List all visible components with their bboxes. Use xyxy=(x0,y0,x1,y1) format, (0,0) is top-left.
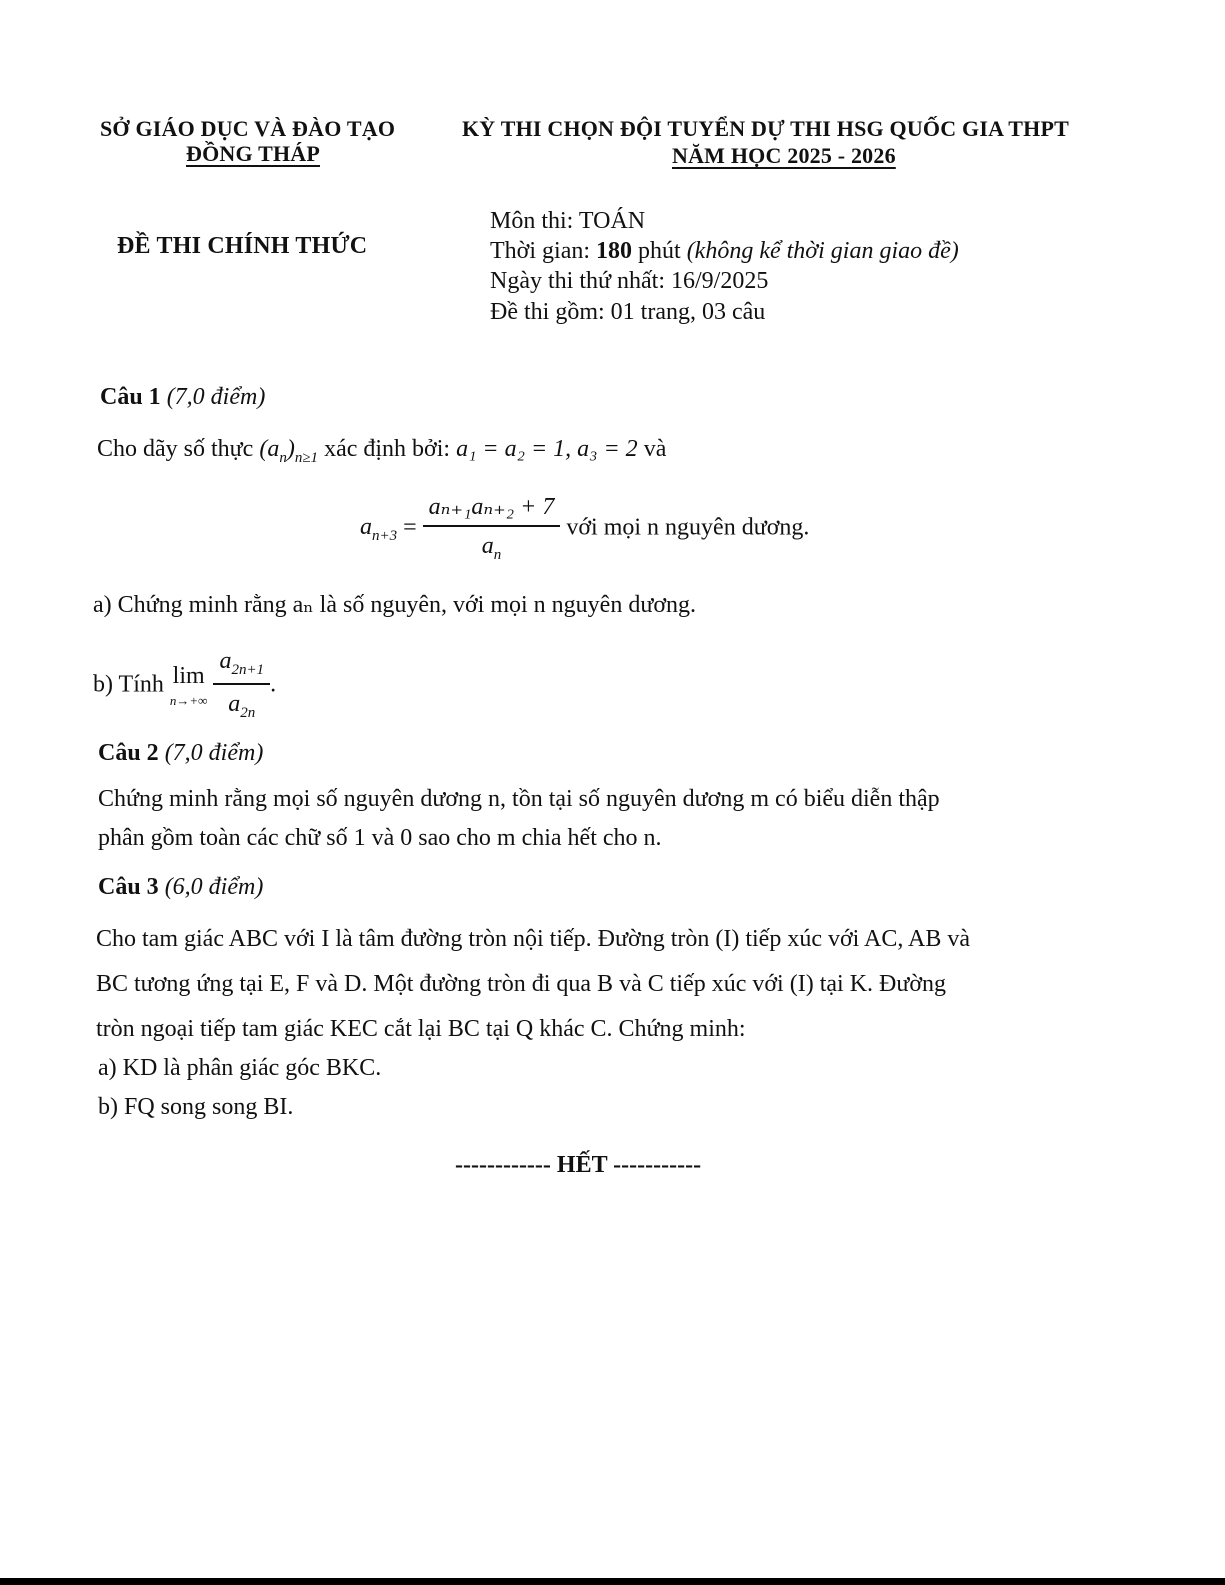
initial-values: a₁ = a₂ = 1, a₃ = 2 xyxy=(456,436,638,462)
limit-fraction xyxy=(213,648,270,722)
q1-part-a: a) Chứng minh rằng aₙ là số nguyên, với mọi n nguyên dương. xyxy=(93,592,697,618)
q1-intro-and: và xyxy=(643,436,667,462)
limit-denominator-base: a xyxy=(228,691,241,717)
limit-numerator-index: 2n+1 xyxy=(231,662,265,678)
q3-part-b: b) FQ song song BI. xyxy=(98,1094,294,1120)
school-year: NĂM HỌC 2025 - 2026 xyxy=(672,143,896,168)
q1-intro-text: Cho dãy số thực xyxy=(97,436,254,462)
exam-title: KỲ THI CHỌN ĐỘI TUYỂN DỰ THI HSG QUỐC GIA THPT xyxy=(462,116,1069,141)
q3-heading xyxy=(98,874,263,901)
q2-line-1: Chứng minh rằng mọi số nguyên dương n, tồn tại số nguyên dương m có biểu diễn thập xyxy=(98,786,940,812)
time-line xyxy=(490,238,959,265)
recurrence-condition: với mọi n nguyên dương. xyxy=(566,514,810,541)
q1-part-b xyxy=(93,648,276,722)
end-marker: ------------ HẾT ----------- xyxy=(455,1152,702,1178)
q1-part-b-prefix: b) Tính xyxy=(93,671,164,698)
time-note: (không kể thời gian giao đề) xyxy=(686,238,959,264)
subject-line: Môn thi: TOÁN xyxy=(490,208,646,234)
q2-title: Câu 2 xyxy=(98,740,159,766)
recurrence-lhs xyxy=(360,513,398,544)
q3-line-1: Cho tam giác ABC với I là tâm đường tròn nội tiếp. Đường tròn (I) tiếp xúc với AC, AB và xyxy=(96,926,971,952)
period: . xyxy=(270,671,277,698)
q1-intro-defined: xác định bởi: xyxy=(324,436,451,462)
time-unit: phút xyxy=(632,238,687,264)
q3-points: (6,0 điểm) xyxy=(164,874,264,900)
recurrence-lhs-index: n+3 xyxy=(372,527,398,544)
sequence-symbol: $(a_n)_{n\ge 1}$ xyxy=(259,436,319,466)
q1-points: (7,0 điểm) xyxy=(166,384,266,410)
department-name: SỞ GIÁO DỤC VÀ ĐÀO TẠO xyxy=(100,116,396,141)
q1-intro xyxy=(97,436,666,467)
limit-denominator-index: 2n xyxy=(240,705,256,721)
q3-part-a: a) KD là phân giác góc BKC. xyxy=(98,1055,382,1081)
time-value: 180 xyxy=(596,238,633,264)
equals-sign: = xyxy=(403,514,417,541)
bottom-border xyxy=(0,1578,1225,1585)
recurrence-fraction xyxy=(423,492,561,564)
province-name: ĐỒNG THÁP xyxy=(186,141,321,166)
limit-operator xyxy=(170,664,208,707)
official-exam-label: ĐỀ THI CHÍNH THỨC xyxy=(117,233,368,259)
q1-heading xyxy=(100,384,265,411)
q2-line-2: phân gồm toàn các chữ số 1 và 0 sao cho m chia hết cho n. xyxy=(98,825,662,851)
limit-denominator xyxy=(213,685,270,722)
limit-subscript: n→+∞ xyxy=(169,692,208,708)
q2-points: (7,0 điểm) xyxy=(164,740,264,766)
q3-line-3: tròn ngoại tiếp tam giác KEC cắt lại BC tại Q khác C. Chứng minh: xyxy=(96,1016,746,1042)
q3-title: Câu 3 xyxy=(98,874,159,900)
page-count: Đề thi gồm: 01 trang, 03 câu xyxy=(490,299,766,325)
recurrence-denominator-base: a xyxy=(481,533,494,559)
recurrence-denominator-index: n xyxy=(493,547,502,563)
limit-numerator-base: a xyxy=(219,648,232,674)
recurrence-lhs-base: a xyxy=(360,513,372,540)
exam-date: Ngày thi thứ nhất: 16/9/2025 xyxy=(490,268,769,294)
recurrence-formula xyxy=(360,492,809,564)
time-prefix: Thời gian: xyxy=(490,238,597,264)
q2-heading xyxy=(98,740,263,767)
recurrence-numerator: aₙ₊₁aₙ₊₂ + 7 xyxy=(423,492,561,527)
q3-line-2: BC tương ứng tại E, F và D. Một đường tròn đi qua B và C tiếp xúc với (I) tại K. Đường xyxy=(96,971,947,997)
limit-numerator xyxy=(213,648,270,685)
q1-title: Câu 1 xyxy=(100,384,161,410)
recurrence-denominator xyxy=(423,527,561,564)
limit-word: lim xyxy=(172,662,205,689)
